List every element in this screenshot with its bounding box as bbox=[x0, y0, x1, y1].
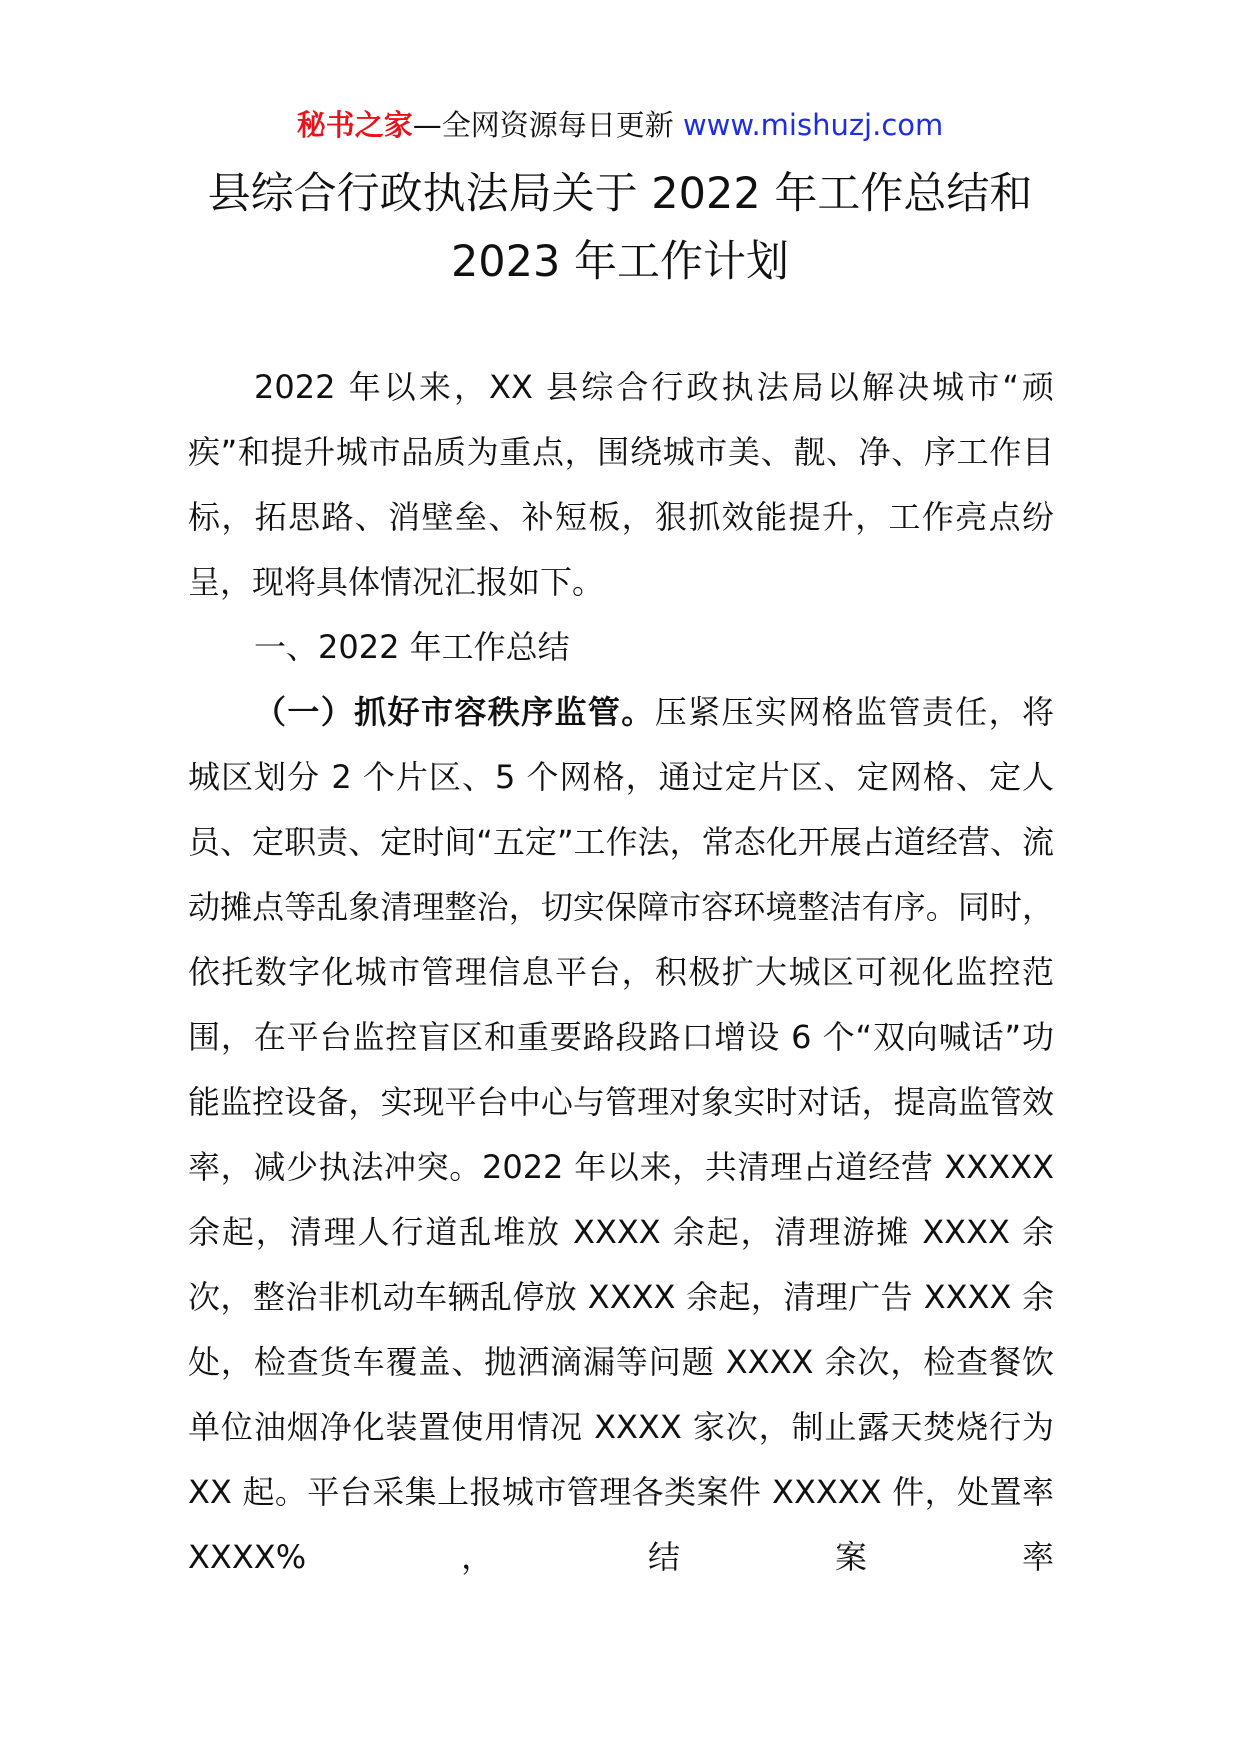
title-line-1: 县综合行政执法局关于 2022 年工作总结和 bbox=[207, 169, 1033, 219]
item-paragraph-1 bbox=[188, 680, 1054, 1590]
document-body bbox=[188, 355, 1054, 1590]
intro-paragraph: 2022 年以来，XX 县综合行政执法局以解决城市“顽疾”和提升城市品质为重点，围绕城市美、靓、净、序工作目标，拓思路、消壁垒、补短板，狠抓效能提升，工作亮点纷呈，现将具体情况汇报如下。 bbox=[188, 368, 1054, 601]
document-title bbox=[150, 160, 1090, 296]
brand-name: 秘书之家 bbox=[296, 108, 413, 142]
title-line-2: 2023 年工作计划 bbox=[450, 237, 790, 287]
item-heading-1: （一）抓好市容秩序监管。 bbox=[254, 693, 655, 731]
section-heading-1: 一、2022 年工作总结 bbox=[254, 628, 570, 666]
header-tagline: —全网资源每日更新 bbox=[412, 108, 683, 142]
item-body-1: 压紧压实网格监管责任，将城区划分 2 个片区、5 个网格，通过定片区、定网格、定人员、定职责、定时间“五定”工作法，常态化开展占道经营、流动摊点等乱象清理整治，切实保障市容环境整洁有序。同时，依托数字化城市管理信息平台，积极扩大城区可视化监控范围，在平台监控盲区和重要路段路口增设 6 个“双向喊话”功能监控设备，实现平台中心与管理对象实时对话，提高监管效率，减少执法冲突。2022 年以来，共清理占道经营 XXXXX 余起，清理人行道乱堆放 XXXX 余起，清理游摊 XXXX 余次，整治非机动车辆乱停放 XXXX 余起，清理广告 XXXX 余处，检查货车覆盖、抛洒滴漏等问题 XXXX 余次，检查餐饮单位油烟净化装置使用情况 XXXX 家次，制止露天焚烧行为 XX 起。平台采集上报城市管理各类案件 XXXXX 件，处置率 XXXX%，结案率 bbox=[188, 693, 1054, 1576]
site-url-link[interactable]: www.mishuzj.com bbox=[682, 108, 944, 142]
site-header bbox=[0, 103, 1240, 147]
